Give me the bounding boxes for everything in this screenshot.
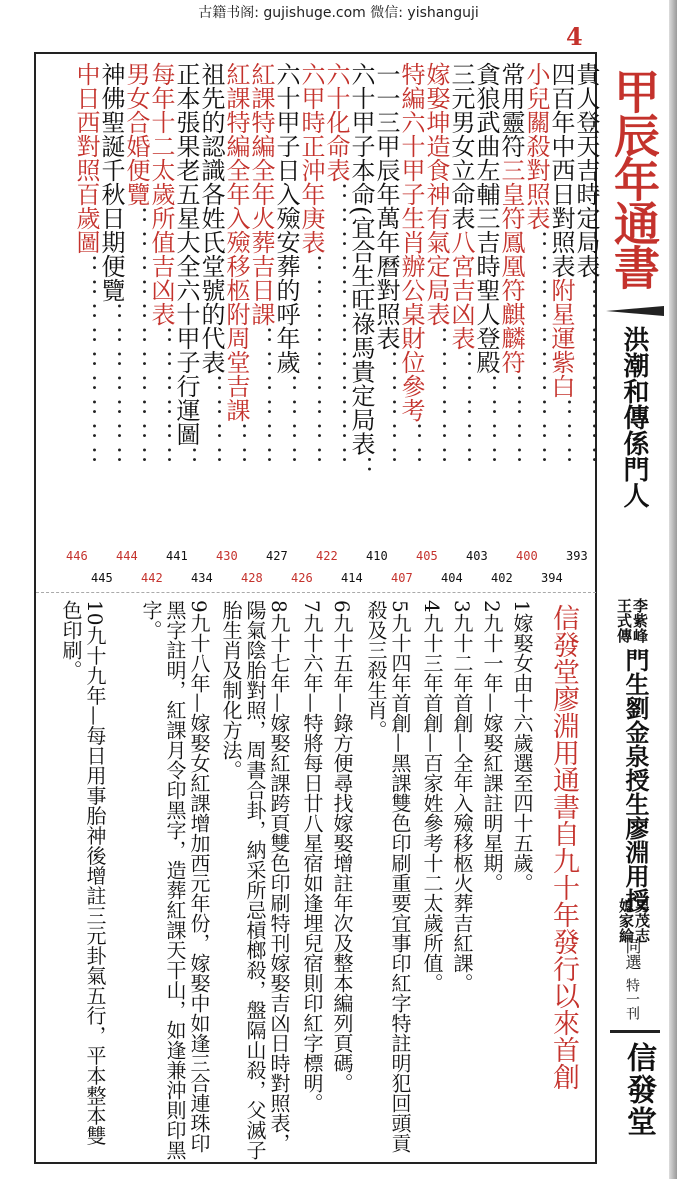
toc-page-number: 410 [366, 549, 388, 563]
toc-page-number: 444 [116, 549, 138, 563]
page-edge [669, 0, 677, 1179]
toc-entry [472, 62, 499, 532]
toc-entry-suffix: 三皇符鳳凰符麒麟符 [497, 158, 525, 374]
toc-leader-dots: ：：：：：：：：：：： [122, 206, 150, 470]
toc-page-number: 393 [566, 549, 588, 563]
note-item [59, 600, 107, 1160]
toc-page-number: 428 [241, 571, 263, 585]
toc-page-number: 446 [66, 549, 88, 563]
toc-entry [447, 62, 474, 532]
toc-entry [97, 62, 124, 532]
toc-entry-title: 祖先的認識各姓氏堂號的代表 [197, 62, 225, 374]
toc-leader-dots: ：：：：： [372, 350, 400, 470]
note-text: 九十七年—嫁娶紅課跨頁雙色印刷特刊嫁娶吉凶日時對照表，陽氣陰胎對照，周書合卦，納采所忌槓榔殺，盤隔山殺，父滅子胎生肖及制化方法。 [219, 600, 291, 1160]
sidebar [606, 58, 664, 1168]
toc-entry-title: 六甲時正沖年庚表 [297, 62, 325, 254]
toc-leader-dots: ：：：： [472, 374, 500, 470]
toc-entry [397, 62, 424, 532]
toc-entry-title: 紅課特編全年入殮移柩附周堂吉課 [222, 62, 250, 422]
toc-leader-dots: ：：：： [272, 374, 300, 470]
toc-entry-title: 嫁娶坤造食神有氣定局表 [422, 62, 450, 326]
author-small-2: 王式傳 [615, 598, 633, 643]
toc-entry [272, 62, 299, 532]
note-text: 九十六年—特將每日廿八星宿如逢埋兒宿則印紅字標明。 [300, 612, 324, 1113]
toc-entry-title: 男女合婚便覽 [122, 62, 150, 206]
note-item [219, 600, 291, 1160]
toc-entry [572, 62, 599, 532]
toc-leader-dots: ：： [222, 422, 250, 470]
toc-page-number: 405 [416, 549, 438, 563]
brand-rule [610, 1030, 660, 1033]
toc-page-number: 414 [341, 571, 363, 585]
note-number: 3 [450, 600, 474, 613]
note-text: 九十八年—嫁娶女紅課增加西元年份，嫁娶中如逢三合連珠印黑字註明，紅課月令印黑字，造葬紅課天干山，如逢兼沖則印黑字。 [139, 600, 211, 1160]
toc-entry [347, 62, 374, 532]
toc-leader-dots: ：：：：：：：：： [297, 254, 325, 470]
note-number: 2 [480, 600, 504, 613]
toc-entry [547, 62, 574, 532]
toc-entry [322, 62, 349, 532]
almanac-title: 甲辰年通書 [607, 68, 661, 288]
toc-page-number: 394 [541, 571, 563, 585]
note-number: 5 [388, 600, 412, 613]
toc-page-number: 434 [191, 571, 213, 585]
toc-page-number: 404 [441, 571, 463, 585]
toc-entry [422, 62, 449, 532]
toc-entry-title: 每年十二太歲所值吉凶表 [147, 62, 175, 326]
toc-entry [147, 62, 174, 532]
toc-page-number: 426 [291, 571, 313, 585]
note-text: 九十二年首創—全年入殮移柩火葬吉紅課。 [450, 612, 474, 993]
page-number: 4 [566, 22, 583, 51]
note-item [480, 600, 504, 1160]
toc-leader-dots: ：：：： [497, 374, 525, 470]
toc-entry-title: 三元男女立命表 [447, 62, 475, 230]
toc-entry [247, 62, 274, 532]
notes-title: 信發堂廖淵用通書自九十年發行以來首創 [548, 604, 579, 1090]
toc-entry [122, 62, 149, 532]
publisher-brand: 信發堂 [621, 1042, 656, 1138]
page-numbers [40, 549, 610, 593]
toc-leader-dots: ：：：：：： [422, 326, 450, 470]
edit-label: 同選 [623, 938, 642, 970]
toc-leader-dots: ：：：：：：：：： [72, 254, 100, 470]
watermark: 古籍书阁: gujishuge.com 微信: yishanguji [198, 5, 479, 21]
note-text: 九十一年—嫁娶紅課註明星期。 [480, 612, 504, 893]
toc-entry-title: 四百年中西日對照表 [547, 62, 575, 278]
toc-page-number: 402 [491, 571, 513, 585]
note-number: 6 [330, 600, 354, 613]
note-number: 4 [420, 600, 444, 613]
title-rule [606, 306, 664, 316]
toc-entry-title: 一一三甲辰年萬年曆對照表 [372, 62, 400, 350]
toc-entry-title: 六十甲子本命(宜合生旺祿馬貴定局表 [347, 62, 375, 456]
author-small-1: 李紫峰 [631, 598, 649, 643]
toc-entry-title: 小兒關殺對照表 [522, 62, 550, 230]
toc-entry [222, 62, 249, 532]
toc-entry-title: 六十甲子日入殮安葬的呼年歲 [272, 62, 300, 374]
note-item [450, 600, 474, 1160]
note-item [510, 600, 534, 1160]
toc-page-number: 407 [391, 571, 413, 585]
toc-leader-dots: ：：： [547, 398, 575, 470]
toc-page-number: 430 [216, 549, 238, 563]
publisher-lineage: 洪潮和傳係門人 [619, 326, 649, 508]
note-text: 九十五年—錄方便尋找嫁娶增註年次及整本編列頁碼。 [330, 612, 354, 1093]
toc-page-number: 441 [166, 549, 188, 563]
toc-page-number: 427 [266, 549, 288, 563]
toc-entry-title: 貴人登天吉時定局表 [572, 62, 600, 278]
toc-entry-title: 紅課特編全年火葬吉日課 [247, 62, 275, 326]
toc-entry-title: 中日西對照百歲圖 [72, 62, 100, 254]
note-number: 10 [83, 600, 107, 626]
toc-entry [522, 62, 549, 532]
toc-leader-dots: ：：：：：：： [97, 302, 125, 470]
toc-leader-dots: ：：：：：： [147, 326, 175, 470]
table-of-contents [42, 62, 602, 532]
section-divider [36, 592, 596, 593]
note-text: 九十九年—每日用事胎神後增註三元卦氣五行，平本整本雙色印刷。 [59, 600, 107, 1146]
toc-entry-title: 六十化命表 [322, 62, 350, 182]
note-item [420, 600, 444, 1160]
toc-leader-dots: ：：：：：： [247, 326, 275, 470]
toc-page-number: 445 [91, 571, 113, 585]
toc-entry-title: 常用靈符 [497, 62, 525, 158]
toc-leader-dots: ：：：： [197, 374, 225, 470]
note-text: 嫁娶女由十六歲選至四十五歲。 [510, 612, 534, 893]
toc-entry [72, 62, 99, 532]
toc-entry-title: 特編六十甲子生肖辦公桌財位參考 [397, 62, 425, 422]
note-text: 九十四年首創—黑課雙色印刷重要宜事印紅字特註明犯回頭貢殺及三殺生肖。 [364, 600, 412, 1153]
toc-leader-dots: ：：：：： [447, 350, 475, 470]
toc-entry [172, 62, 199, 532]
toc-entry-suffix: 附星運紫白 [547, 278, 575, 398]
toc-entry-suffix: 八宮吉凶表 [447, 230, 475, 350]
toc-entry [372, 62, 399, 532]
toc-leader-dots: ：： [397, 422, 425, 470]
note-number: 7 [300, 600, 324, 613]
note-item [330, 600, 354, 1160]
note-number: 8 [267, 600, 291, 613]
note-item [139, 600, 211, 1160]
toc-entry-title: 神佛聖誕千秋日期便覽 [97, 62, 125, 302]
toc-page-number: 422 [316, 549, 338, 563]
note-number: 9 [187, 600, 211, 613]
toc-entry-title: 正本張果老五星大全六十甲子行運圖 [172, 62, 200, 446]
toc-page-number: 400 [516, 549, 538, 563]
toc-leader-dots: ：：：：：：：：：： [522, 230, 550, 470]
toc-leader-dots: ：：：：：：：： [572, 278, 600, 470]
toc-page-number: 442 [141, 571, 163, 585]
note-number: 1 [510, 600, 534, 613]
toc-entry-title: 貪狼武曲左輔三吉時聖人登殿 [472, 62, 500, 374]
toc-leader-dots: ：：：：：：：：：：：： [322, 182, 350, 470]
toc-leader-dots: ： [347, 455, 375, 480]
note-item [364, 600, 412, 1160]
toc-page-number: 403 [466, 549, 488, 563]
note-text: 九十三年首創—百家姓參考十二太歲所值。 [420, 612, 444, 993]
author-main: 門生劉金泉授生廖淵用授 [621, 648, 650, 912]
note-item [300, 600, 324, 1160]
toc-entry [297, 62, 324, 532]
toc-leader-dots: ： [172, 446, 200, 470]
toc-entry [497, 62, 524, 532]
toc-entry [197, 62, 224, 532]
coeditor-1: 男茂志 [633, 898, 651, 943]
coeditor-2: 媳家綸 [617, 898, 635, 943]
edition-label: 特一刊 [624, 978, 640, 1020]
